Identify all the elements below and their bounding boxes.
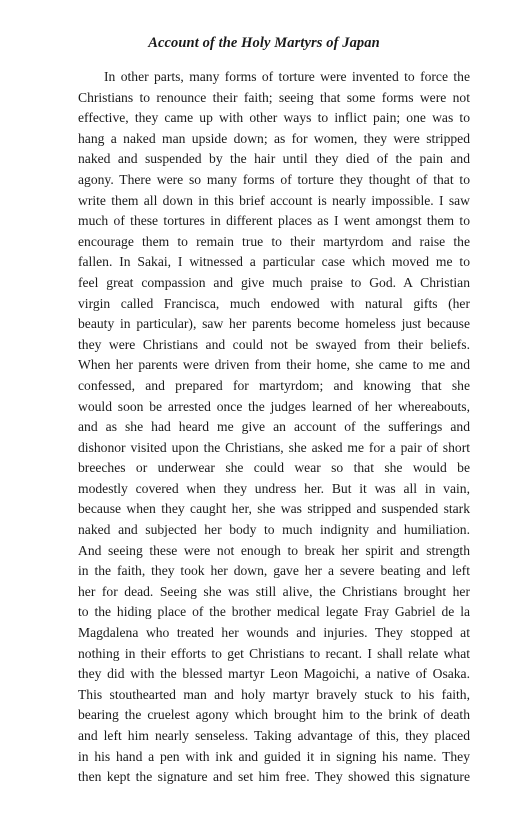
text-line: bearing the cruelest agony which brought him to the brink of death [78,707,470,723]
text-line: and left him nearly senseless. Taking advantage of this, they placed [78,728,470,743]
text-line: fallen. In Sakai, I witnessed a particular case which moved me to [78,254,470,270]
text-line: virgin called Francisca, much endowed with natural gifts (her [78,295,470,311]
text-line: naked and suspended by the hair until they died of the pain and [78,151,470,167]
running-header-title: Account of the Holy Martyrs of Japan [148,35,380,51]
text-line: breeches or underwear she could wear so that she would be [78,460,470,476]
text-line: This stouthearted man and holy martyr bravely stuck to his faith, [78,686,470,702]
text-line: Magdalena who treated her wounds and injuries. They stopped at [78,625,470,641]
text-line: they were Christians and could not be swayed from their beliefs. [78,336,470,352]
text-line: much of these tortures in different places as I went amongst them to [78,213,470,229]
body-paragraph [78,67,470,788]
text-line: in his hand a pen with ink and guided it in signing his name. They [78,748,470,764]
text-line: hang a naked man upside down; as for women, they were stripped [78,130,470,146]
text-line: effective, they came up with other ways to inflict pain; one was to [78,110,470,126]
text-line: agony. There were so many forms of torture they thought of that to [78,171,470,187]
text-line: write them all down in this brief account is nearly impossible. I saw [78,192,470,208]
text-line: feel great compassion and give much praise to God. A Christian [78,274,470,290]
text-line: When her parents were driven from their home, she came to me and [78,357,470,373]
text-line: naked and subjected her body to much indignity and humiliation. [78,522,470,538]
text-line: modestly covered when they undress her. But it was all in vain, [78,480,470,496]
text-line: because when they caught her, she was stripped and suspended stark [78,501,470,517]
text-line: and as she had heard me give an account of the sufferings and [78,419,470,435]
text-line: they did with the blessed martyr Leon Magoichi, a native of Osaka. [78,666,470,682]
text-line: In other parts, many forms of torture were invented to force the [104,69,470,84]
text-line: confessed, and prepared for martyrdom; and knowing that she [78,377,470,393]
text-line: then kept the signature and set him free. They showed this signature [78,769,470,785]
text-line: Christians to renounce their faith; seeing that some forms were not [78,89,470,105]
text-line: encourage them to remain true to their martyrdom and raise the [78,233,470,249]
text-line: in the faith, they took her down, gave her a severe beating and left [78,563,470,579]
text-line: beauty in particular), saw her parents become homeless just because [78,316,470,332]
text-line: her for dead. Seeing she was still alive, the Christians brought her [78,583,470,599]
text-line: would soon be arrested once the judges learned of her whereabouts, [78,398,470,414]
text-line: dishonor visited upon the Christians, she asked me for a pair of short [78,439,470,455]
text-line: And seeing these were not enough to break her spirit and strength [78,542,470,558]
text-line: nothing in their efforts to get Christians to recant. I shall relate what [78,645,470,661]
text-line: to the hiding place of the brother medical legate Fray Gabriel de la [78,604,470,620]
